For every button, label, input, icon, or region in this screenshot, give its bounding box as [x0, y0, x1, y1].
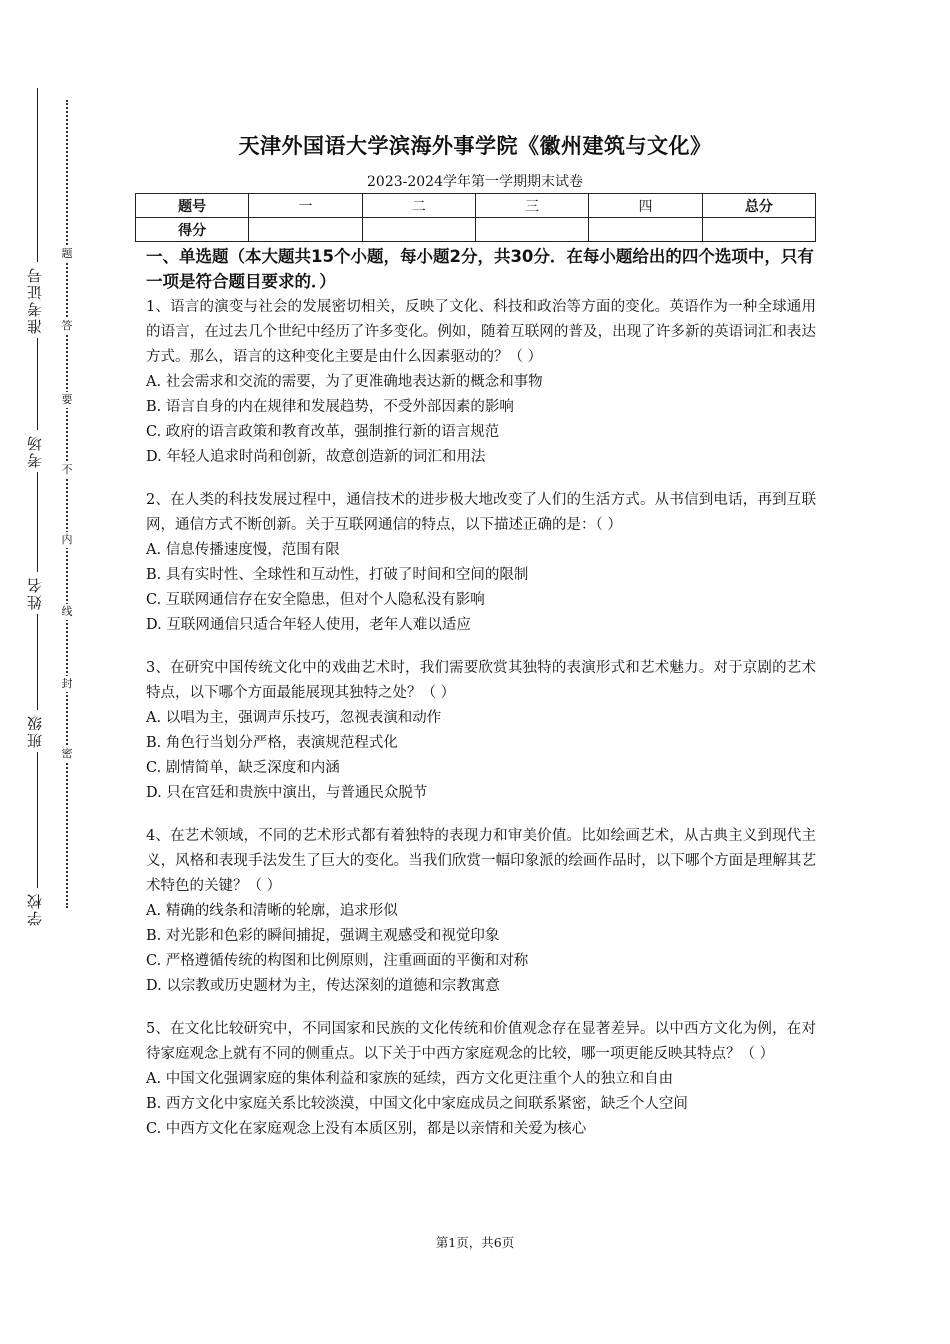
binding-solid-line — [37, 88, 38, 928]
option-d: D. 只在宫廷和贵族中演出，与普通民众脱节 — [146, 785, 428, 801]
score-header-cell: 一 — [249, 194, 362, 218]
seal-line-char: 要 — [58, 392, 76, 408]
score-table-header-row — [136, 194, 816, 218]
question-1 — [146, 295, 816, 470]
question-2 — [146, 488, 816, 638]
score-row-label: 得分 — [136, 218, 249, 242]
question-stem: 4、在艺术领域，不同的艺术形式都有着独特的表现力和审美价值。比如绘画艺术，从古典主义到现代主义，风格和表现手法发生了巨大的变化。当我们欣赏一幅印象派的绘画作品时，以下哪个方面是理解其艺术特色的关键？（ ） — [146, 828, 816, 894]
seal-line-char: 封 — [58, 676, 76, 692]
school-label: 学校 — [24, 888, 50, 930]
seal-line-char: 线 — [58, 604, 76, 620]
option-b: B. 语言自身的内在规律和发展趋势，不受外部因素的影响 — [146, 399, 514, 415]
score-header-cell: 题号 — [136, 194, 249, 218]
exam-number-label: 准考证号 — [24, 262, 50, 338]
question-3 — [146, 656, 816, 806]
score-cell — [249, 218, 362, 242]
option-b: B. 角色行当划分严格，表演规范程式化 — [146, 735, 398, 751]
score-table — [135, 193, 816, 242]
option-a: A. 社会需求和交流的需要，为了更准确地表达新的概念和事物 — [146, 374, 543, 390]
score-header-cell: 四 — [589, 194, 702, 218]
option-c: C. 中西方文化在家庭观念上没有本质区别，都是以亲情和关爱为核心 — [146, 1121, 587, 1137]
class-label: 班级 — [24, 710, 50, 752]
exam-room-label: 考场 — [24, 430, 50, 472]
seal-line-char: 题 — [58, 246, 76, 262]
question-4 — [146, 824, 816, 999]
score-cell — [702, 218, 815, 242]
seal-line-char: 密 — [58, 746, 76, 762]
exam-title: 天津外国语大学滨海外事学院《徽州建筑与文化》 — [238, 134, 712, 158]
exam-subtitle: 2023-2024学年第一学期期末试卷 — [367, 174, 583, 190]
option-c: C. 严格遵循传统的构图和比例原则，注重画面的平衡和对称 — [146, 953, 529, 969]
option-a: A. 信息传播速度慢，范围有限 — [146, 542, 340, 558]
seal-line-char: 不 — [58, 462, 76, 478]
option-a: A. 以唱为主，强调声乐技巧，忽视表演和动作 — [146, 710, 442, 726]
score-header-cell: 三 — [475, 194, 588, 218]
option-c: C. 剧情简单，缺乏深度和内涵 — [146, 760, 340, 776]
question-stem: 2、在人类的科技发展过程中，通信技术的进步极大地改变了人们的生活方式。从书信到电话，再到互联网，通信方式不断创新。关于互联网通信的特点，以下描述正确的是：（ ） — [146, 492, 816, 533]
question-stem: 5、在文化比较研究中，不同国家和民族的文化传统和价值观念存在显著差异。以中西方文化为例，在对待家庭观念上就有不同的侧重点。以下关于中西方家庭观念的比较，哪一项更能反映其特点？（ ） — [146, 1021, 816, 1062]
option-a: A. 精确的线条和清晰的轮廓，追求形似 — [146, 903, 398, 919]
score-cell — [475, 218, 588, 242]
option-b: B. 西方文化中家庭关系比较淡漠，中国文化中家庭成员之间联系紧密，缺乏个人空间 — [146, 1096, 688, 1112]
student-name-label: 姓名 — [24, 572, 50, 614]
option-c: C. 政府的语言政策和教育改革，强制推行新的语言规范 — [146, 424, 500, 440]
seal-line-char: 内 — [58, 532, 76, 548]
option-d: D. 年轻人追求时尚和创新，故意创造新的词汇和用法 — [146, 449, 486, 465]
question-5 — [146, 1017, 816, 1142]
score-header-cell: 总分 — [702, 194, 815, 218]
page-footer: 第1页，共6页 — [435, 1235, 515, 1250]
seal-line-char: 答 — [58, 318, 76, 334]
question-stem: 3、在研究中国传统文化中的戏曲艺术时，我们需要欣赏其独特的表演形式和艺术魅力。对于京剧的艺术特点，以下哪个方面最能展现其独特之处？（ ） — [146, 660, 816, 701]
score-cell — [589, 218, 702, 242]
question-area — [146, 244, 816, 1160]
score-cell — [362, 218, 475, 242]
option-d: D. 互联网通信只适合年轻人使用，老年人难以适应 — [146, 617, 471, 633]
score-header-cell: 二 — [362, 194, 475, 218]
option-b: B. 对光影和色彩的瞬间捕捉，强调主观感受和视觉印象 — [146, 928, 500, 944]
option-a: A. 中国文化强调家庭的集体利益和家族的延续，西方文化更注重个人的独立和自由 — [146, 1071, 674, 1087]
score-table-score-row — [136, 218, 816, 242]
question-stem: 1、语言的演变与社会的发展密切相关，反映了文化、科技和政治等方面的变化。英语作为一种全球通用的语言，在过去几个世纪中经历了许多变化。例如，随着互联网的普及，出现了许多新的英语词汇和表达方式。那么，语言的这种变化主要是由什么因素驱动的？（ ） — [146, 299, 816, 365]
binding-dotted-line — [66, 100, 68, 908]
section-heading: 一、单选题（本大题共15个小题，每小题2分，共30分．在每小题给出的四个选项中，只有一项是符合题目要求的．） — [146, 247, 814, 291]
option-c: C. 互联网通信存在安全隐患，但对个人隐私没有影响 — [146, 592, 485, 608]
option-d: D. 以宗教或历史题材为主，传达深刻的道德和宗教寓意 — [146, 978, 500, 994]
option-b: B. 具有实时性、全球性和互动性，打破了时间和空间的限制 — [146, 567, 529, 583]
